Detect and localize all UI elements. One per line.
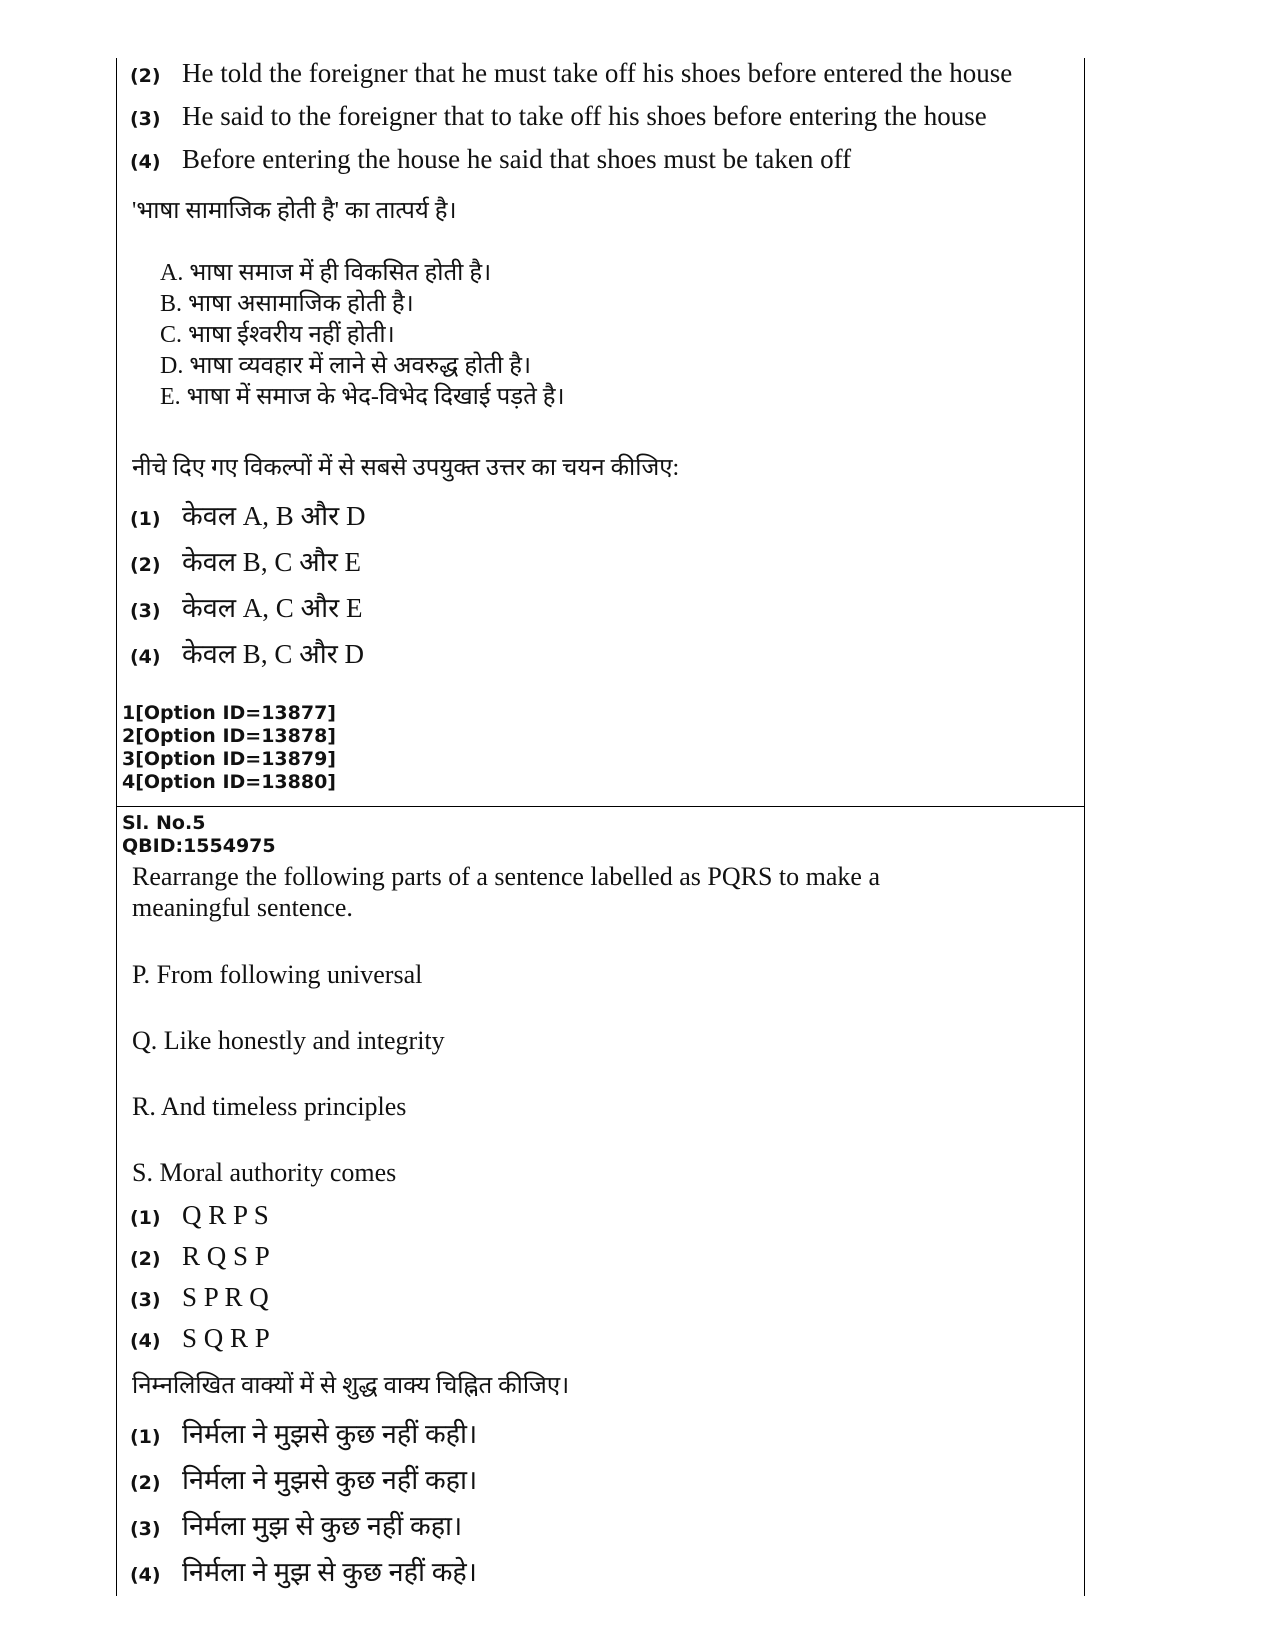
option-number: (4) xyxy=(130,646,161,668)
q5-part-r: R. And timeless principles xyxy=(132,1092,407,1121)
q6-option-1[interactable] xyxy=(130,1414,477,1451)
option-number: (3) xyxy=(130,600,161,622)
option-text: केवल B, C और D xyxy=(182,639,364,669)
option-text: S P R Q xyxy=(182,1282,269,1312)
option-text: केवल B, C और E xyxy=(182,547,361,577)
option-text: केवल A, B और D xyxy=(182,501,366,531)
option-number: (4) xyxy=(130,1330,161,1352)
option-number: (2) xyxy=(130,1472,161,1494)
q4-option-id-3: 3[Option ID=13879] xyxy=(122,748,336,770)
q6-option-2[interactable] xyxy=(130,1460,477,1497)
option-text: निर्मला ने मुझ से कुछ नहीं कहे। xyxy=(182,1557,478,1587)
option-number: (3) xyxy=(130,108,161,130)
q4-option-id-1: 1[Option ID=13877] xyxy=(122,702,336,724)
q5-qbid: QBID:1554975 xyxy=(122,835,276,857)
option-number: (1) xyxy=(130,1426,161,1448)
q4-statement-c: C. भाषा ईश्वरीय नहीं होती। xyxy=(160,322,395,348)
option-number: (3) xyxy=(130,1518,161,1540)
q5-option-2[interactable] xyxy=(130,1241,270,1272)
q5-stem-line-1: Rearrange the following parts of a sentence labelled as PQRS to make a xyxy=(132,862,880,891)
q5-option-1[interactable] xyxy=(130,1200,269,1231)
option-text: निर्मला ने मुझसे कुछ नहीं कही। xyxy=(182,1419,478,1449)
option-text: केवल A, C और E xyxy=(182,593,363,623)
q4-statement-a: A. भाषा समाज में ही विकसित होती है। xyxy=(160,260,492,286)
q6-option-4[interactable] xyxy=(130,1552,477,1589)
q4-option-3[interactable] xyxy=(130,588,362,625)
prev-option-4[interactable] xyxy=(130,144,851,175)
q5-part-q: Q. Like honestly and integrity xyxy=(132,1026,445,1055)
option-text: निर्मला ने मुझसे कुछ नहीं कहा। xyxy=(182,1465,478,1495)
q5-part-s: S. Moral authority comes xyxy=(132,1158,397,1187)
right-border xyxy=(1084,58,1085,1596)
option-text: Before entering the house he said that shoes must be taken off xyxy=(182,144,852,174)
q5-stem-line-2: meaningful sentence. xyxy=(132,893,353,922)
q4-statement-e: E. भाषा में समाज के भेद-विभेद दिखाई पड़ते है। xyxy=(160,384,565,410)
option-number: (2) xyxy=(130,65,161,87)
q4-instruction: नीचे दिए गए विकल्पों में से सबसे उपयुक्त उत्तर का चयन कीजिए: xyxy=(132,455,680,481)
q5-serial-number: Sl. No.5 xyxy=(122,812,206,834)
q4-option-4[interactable] xyxy=(130,634,364,671)
option-number: (4) xyxy=(130,1564,161,1586)
option-number: (4) xyxy=(130,151,161,173)
option-text: Q R P S xyxy=(182,1200,269,1230)
option-number: (1) xyxy=(130,508,161,530)
option-text: He told the foreigner that he must take off his shoes before entered the house xyxy=(182,58,1013,88)
q5-part-p: P. From following universal xyxy=(132,960,423,989)
prev-option-3[interactable] xyxy=(130,101,987,132)
q4-option-id-2: 2[Option ID=13878] xyxy=(122,725,336,747)
option-text: He said to the foreigner that to take off his shoes before entering the house xyxy=(182,101,987,131)
option-number: (2) xyxy=(130,1248,161,1270)
left-border xyxy=(116,58,117,1596)
option-number: (2) xyxy=(130,554,161,576)
q4-option-1[interactable] xyxy=(130,496,365,533)
q5-option-4[interactable] xyxy=(130,1323,270,1354)
q4-stem: 'भाषा सामाजिक होती है' का तात्पर्य है। xyxy=(132,198,457,224)
option-text: निर्मला मुझ से कुछ नहीं कहा। xyxy=(182,1511,463,1541)
option-number: (3) xyxy=(130,1289,161,1311)
q4-option-id-4: 4[Option ID=13880] xyxy=(122,771,336,793)
question-divider xyxy=(116,806,1084,807)
q4-option-2[interactable] xyxy=(130,542,361,579)
option-number: (1) xyxy=(130,1207,161,1229)
q4-statement-b: B. भाषा असामाजिक होती है। xyxy=(160,291,414,317)
q4-statement-d: D. भाषा व्यवहार में लाने से अवरुद्ध होती है। xyxy=(160,353,532,379)
q5-option-3[interactable] xyxy=(130,1282,269,1313)
q6-stem: निम्नलिखित वाक्यों में से शुद्ध वाक्य चिह्नित कीजिए। xyxy=(132,1373,570,1399)
q6-option-3[interactable] xyxy=(130,1506,462,1543)
option-text: R Q S P xyxy=(182,1241,270,1271)
prev-option-2[interactable] xyxy=(130,58,1012,89)
option-text: S Q R P xyxy=(182,1323,270,1353)
